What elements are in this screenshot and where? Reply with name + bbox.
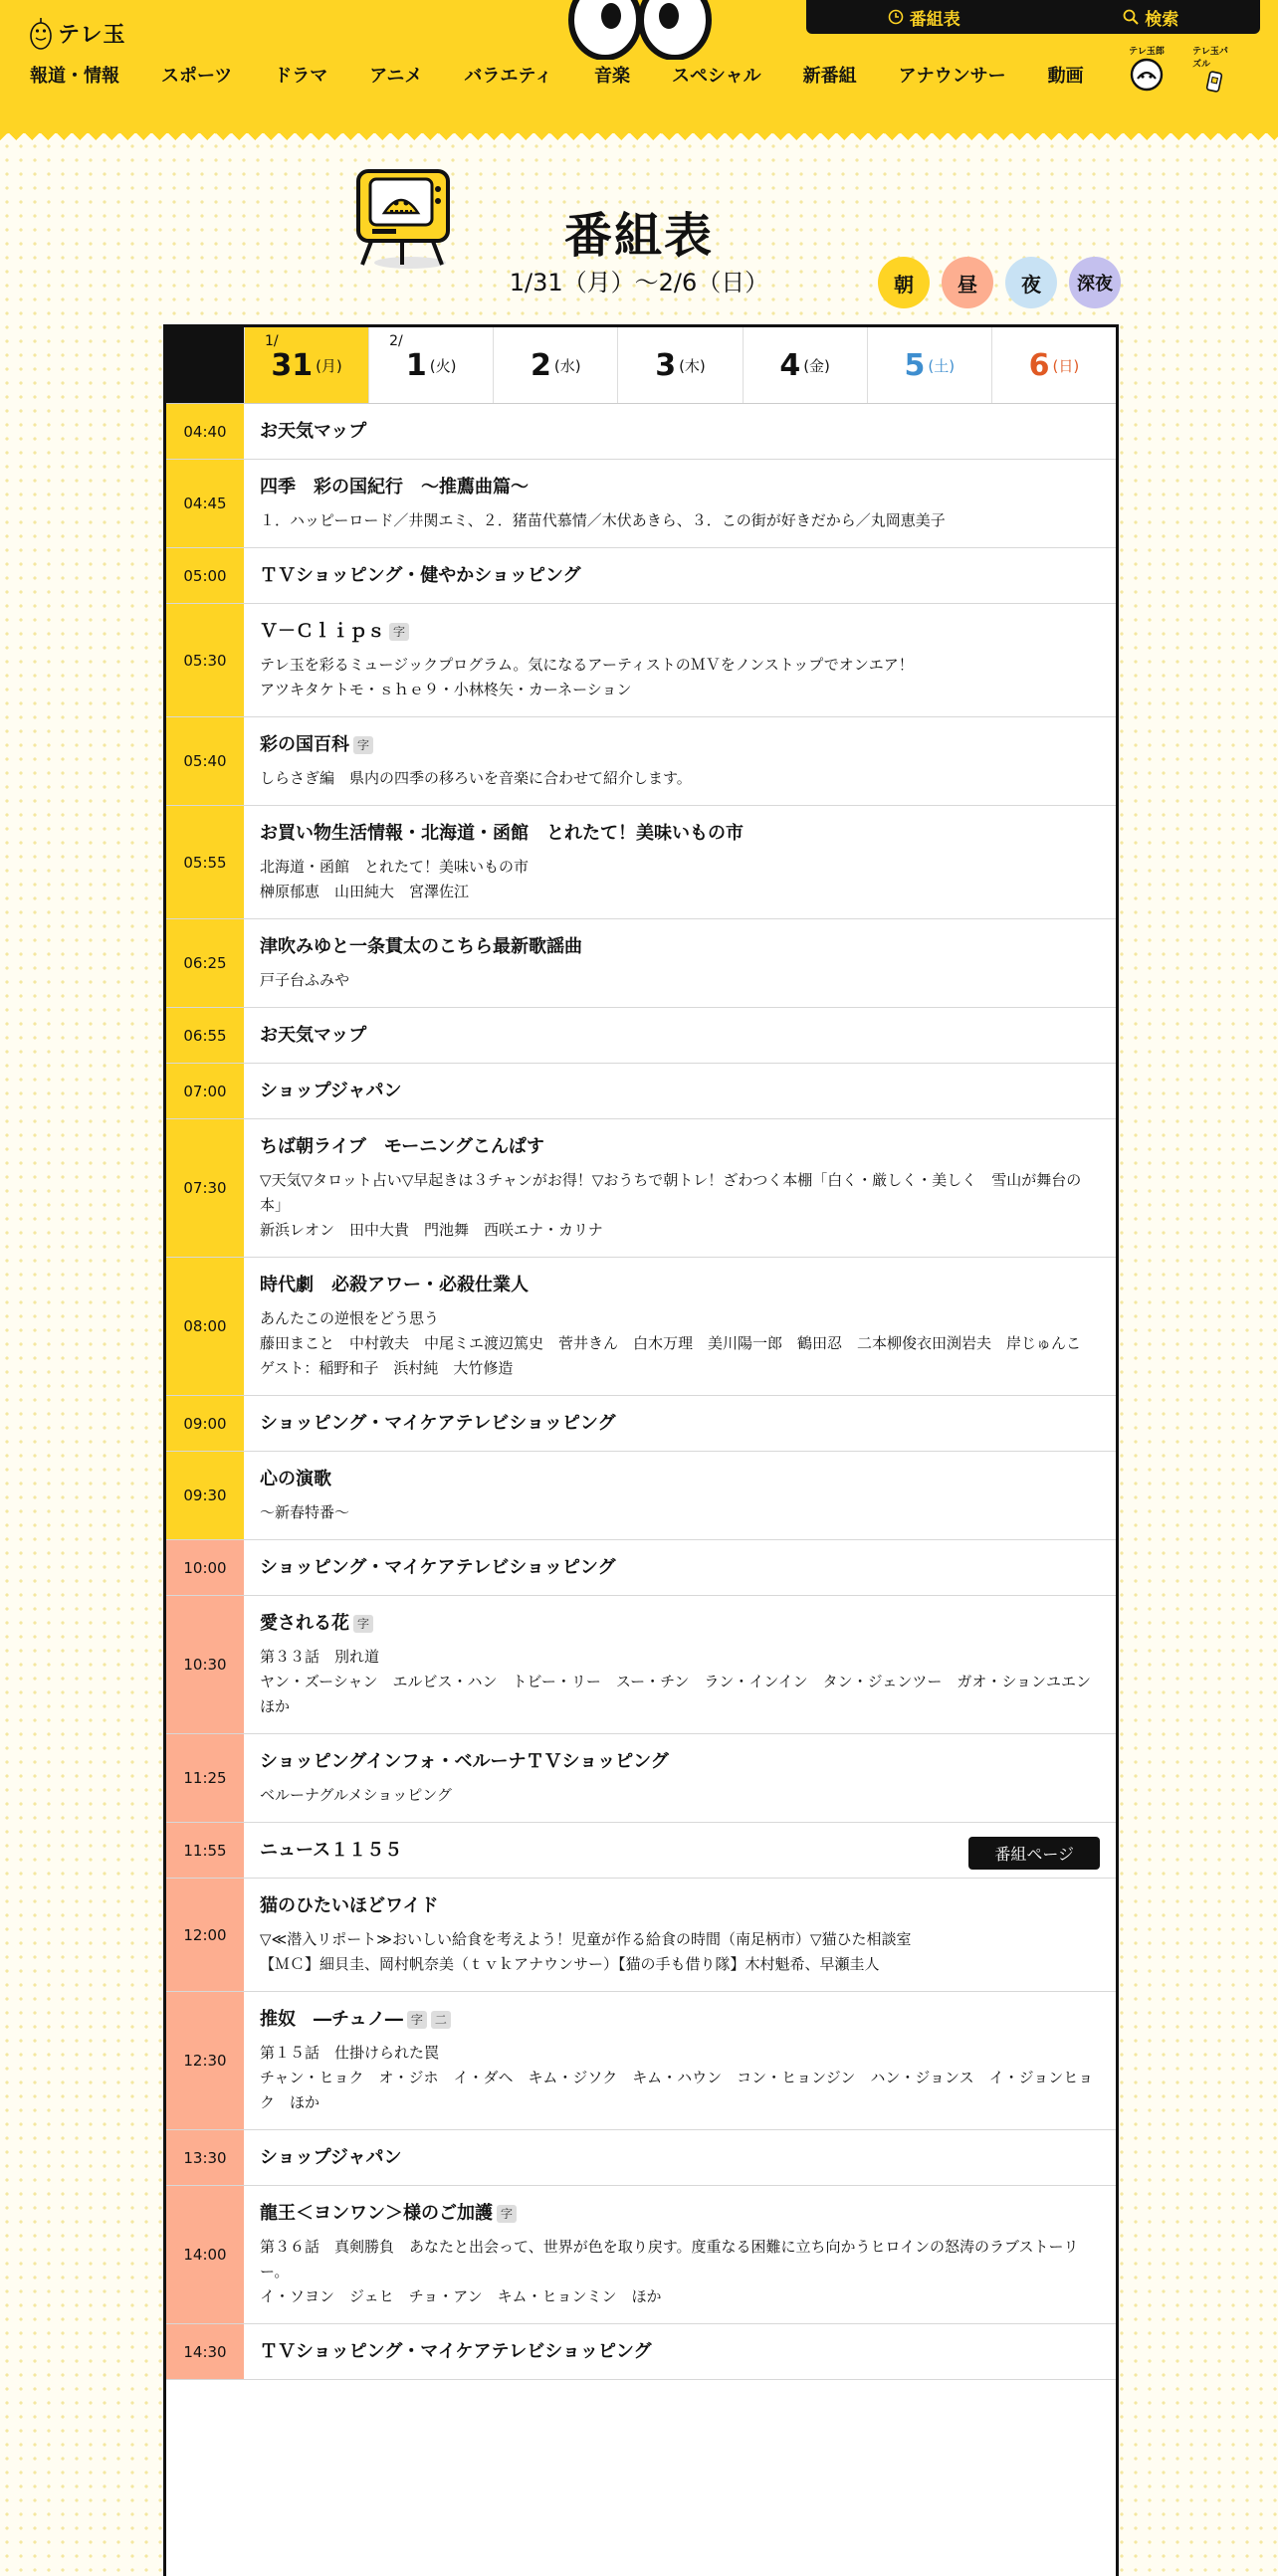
- program-title-line: [260, 934, 1100, 960]
- program-title[interactable]: ショッピングインフォ・ベルーナＴＶショッピング: [260, 1751, 669, 1772]
- program-body: [244, 2130, 1116, 2185]
- nav-sports[interactable]: スポーツ: [161, 66, 233, 87]
- program-title[interactable]: 津吹みゆと一条貫太のこちら最新歌謡曲: [260, 936, 582, 957]
- schedule-link[interactable]: [888, 5, 960, 30]
- date-range: 1/31（月）〜2/6（日）: [509, 269, 769, 297]
- program-title[interactable]: ちば朝ライブ モーニングこんぱす: [260, 1136, 544, 1157]
- program-body: [244, 717, 1116, 805]
- puzzle-app-label: テレ玉パズル: [1192, 47, 1228, 70]
- program-row[interactable]: [166, 1064, 1116, 1119]
- program-row[interactable]: [166, 2186, 1116, 2324]
- nav-anime[interactable]: アニメ: [369, 66, 423, 87]
- program-title-line: [260, 821, 1100, 847]
- program-title-line: [260, 1749, 1100, 1775]
- program-time: 09:30: [166, 1452, 244, 1539]
- day-weekday: (水): [553, 356, 581, 375]
- program-title[interactable]: ショップジャパン: [260, 1081, 402, 1101]
- program-badge: 字: [497, 2205, 517, 2223]
- search-link-label: 検索: [1145, 9, 1179, 30]
- day-weekday: (土): [928, 356, 956, 375]
- program-title-line: [260, 1467, 1100, 1492]
- program-body: [244, 1596, 1116, 1733]
- program-title-line: [260, 1893, 1100, 1919]
- program-row[interactable]: [166, 1119, 1116, 1258]
- day-tab-5[interactable]: [867, 327, 991, 403]
- program-row[interactable]: [166, 1540, 1116, 1596]
- program-body: [244, 806, 1116, 918]
- program-body: [244, 1879, 1116, 1991]
- day-weekday: (日): [1052, 356, 1080, 375]
- program-row[interactable]: [166, 604, 1116, 717]
- program-badge: 字: [407, 2011, 427, 2029]
- program-description: あんたこの逆恨をどう思う 藤田まこと 中村敦夫 中尾ミエ渡辺篤史 菅井きん 白木万理 美川陽一郎 鶴田忍 二本柳俊衣田渕岩夫 岸じゅんこ ゲスト：稲野和子 浜村純 大竹修造: [260, 1309, 1082, 1377]
- program-title-line: [260, 1411, 1100, 1437]
- program-row[interactable]: [166, 404, 1116, 460]
- program-time: 04:45: [166, 460, 244, 547]
- day-tabs-corner: [166, 327, 244, 403]
- program-title-line: [260, 1555, 1100, 1581]
- program-row[interactable]: [166, 919, 1116, 1008]
- program-description: 第１５話 仕掛けられた罠 チャン・ヒョク オ・ジホ イ・ダヘ キム・ジソク キム・ハウン コン・ヒョンジン ハン・ジョンス イ・ジョンヒョク ほか: [260, 2044, 1094, 2111]
- program-title-line: [260, 1611, 1100, 1637]
- program-title[interactable]: お買い物生活情報・北海道・函館 とれたて！美味いもの市: [260, 823, 744, 844]
- program-description: 第３６話 真剣勝負 あなたと出会って、世界が色を取り戻す。度重なる困難に立ち向かうヒロインの怒涛のラブストーリー。 イ・ソヨン ジェヒ チョ・アン キム・ヒョンミン ほか: [260, 2238, 1079, 2305]
- eyes-mascot-icon: [565, 0, 715, 60]
- program-description: 第３３話 別れ道 ヤン・ズーシャン エルビス・ハン トビー・リー スー・チン ラン・インイン タン・ジェンツー ガオ・ションユエン ほか: [260, 1648, 1092, 1715]
- day-number: 2: [531, 347, 551, 383]
- day-number: 3: [655, 347, 677, 383]
- day-tab-6[interactable]: [991, 327, 1116, 403]
- program-body: [244, 1992, 1116, 2129]
- clock-icon: [888, 9, 904, 25]
- schedule-link-label: 番組表: [909, 9, 960, 30]
- program-title-line: [260, 732, 1100, 758]
- program-time: 14:30: [166, 2324, 244, 2379]
- program-title[interactable]: 推奴 ―チュノ―: [260, 2009, 403, 2030]
- program-time: 07:30: [166, 1119, 244, 1257]
- noon-button[interactable]: 昼: [942, 257, 993, 308]
- nav-special[interactable]: スペシャル: [671, 66, 761, 87]
- program-description: ～新春特番～: [260, 1503, 350, 1521]
- program-title[interactable]: お天気マップ: [260, 421, 367, 442]
- day-number: 5: [904, 347, 926, 383]
- program-row[interactable]: [166, 2324, 1116, 2380]
- program-title[interactable]: Ｖ－Ｃｌｉｐｓ: [260, 621, 385, 642]
- program-badge: 字: [389, 623, 409, 641]
- program-row[interactable]: [166, 1596, 1116, 1734]
- nav-variety[interactable]: バラエティ: [464, 66, 552, 87]
- program-title-line: [260, 2007, 1100, 2033]
- program-body: [244, 1258, 1116, 1395]
- header-app-icons: [1125, 44, 1236, 94]
- program-badge: 字: [353, 1615, 373, 1633]
- program-title-line: [260, 2339, 1100, 2365]
- program-title[interactable]: ショッピング・マイケアテレビショッピング: [260, 1413, 616, 1434]
- program-title-line: [260, 2145, 1100, 2171]
- program-title[interactable]: ＴＶショッピング・マイケアテレビショッピング: [260, 2341, 652, 2362]
- program-row[interactable]: [166, 1258, 1116, 1396]
- program-time: 05:55: [166, 806, 244, 918]
- program-title[interactable]: ショッピング・マイケアテレビショッピング: [260, 1557, 616, 1578]
- program-description: 戸子台ふみや: [260, 971, 350, 989]
- program-badge: 二: [431, 2011, 451, 2029]
- program-row[interactable]: [166, 1396, 1116, 1452]
- program-row[interactable]: [166, 548, 1116, 604]
- day-weekday: (金): [803, 356, 830, 375]
- program-body: [244, 404, 1116, 459]
- program-title[interactable]: ＴＶショッピング・健やかショッピング: [260, 565, 581, 586]
- day-month: 1/: [265, 333, 279, 349]
- program-row[interactable]: [166, 1879, 1116, 1992]
- program-row[interactable]: [166, 1734, 1116, 1823]
- program-title-line: [260, 1273, 1100, 1298]
- nav-drama[interactable]: ドラマ: [274, 66, 328, 87]
- program-title-line: [260, 563, 1100, 589]
- puzzle-app-icon: [1196, 70, 1232, 94]
- program-time: 14:00: [166, 2186, 244, 2323]
- program-row[interactable]: [166, 460, 1116, 548]
- schedule-table: [163, 324, 1119, 2576]
- program-description: ▽天気▽タロット占い▽早起きは３チャンがお得！▽おうちで朝トレ！ざわつく本棚「白く・厳しく・美しく 雪山が舞台の本」 新浜レオン 田中大貴 門池舞 西咲エナ・カリナ: [260, 1171, 1082, 1239]
- program-body: [244, 1734, 1116, 1822]
- program-title-line: [260, 2201, 1100, 2227]
- program-title[interactable]: 四季 彩の国紀行 ～推薦曲篇～: [260, 477, 529, 497]
- program-time: 05:00: [166, 548, 244, 603]
- program-time: 11:55: [166, 1823, 244, 1878]
- program-time: 12:00: [166, 1879, 244, 1991]
- day-number: 31: [271, 347, 314, 383]
- program-title-line: [260, 419, 1100, 445]
- program-time: 06:25: [166, 919, 244, 1007]
- program-description: １．ハッピーロード／井関エミ、２．猪苗代慕情／木伏あきら、３．この街が好きだから／丸岡恵美子: [260, 511, 946, 529]
- day-tab-2[interactable]: [493, 327, 617, 403]
- program-title-line: [260, 1079, 1100, 1104]
- program-title[interactable]: 龍王＜ヨンワン＞様のご加護: [260, 2203, 493, 2224]
- program-body: [244, 548, 1116, 603]
- puzzle-app-link[interactable]: [1192, 44, 1236, 94]
- program-body: [244, 1823, 1116, 1878]
- program-time: 10:30: [166, 1596, 244, 1733]
- program-title[interactable]: 愛される花: [260, 1613, 349, 1634]
- program-body: [244, 1452, 1116, 1539]
- logo-text: テレ玉: [58, 22, 126, 48]
- program-time: 05:30: [166, 604, 244, 716]
- page-title: 番組表: [563, 208, 714, 264]
- program-list: [166, 404, 1116, 2380]
- program-title-line: [260, 619, 1100, 645]
- day-tabs: [166, 327, 1116, 404]
- program-row[interactable]: [166, 717, 1116, 806]
- nav-video[interactable]: 動画: [1047, 66, 1084, 87]
- program-description: テレ玉を彩るミュージックプログラム。気になるアーティストのＭＶをノンストップでオンエア！ アツキタケトモ・ｓｈｅ９・小林柊矢・カーネーション: [260, 656, 914, 698]
- nav-music[interactable]: 音楽: [593, 66, 630, 87]
- program-title[interactable]: 彩の国百科: [260, 734, 349, 755]
- program-time: 04:40: [166, 404, 244, 459]
- program-body: [244, 604, 1116, 716]
- program-page-button[interactable]: 番組ページ: [968, 1837, 1100, 1870]
- program-title[interactable]: 心の演歌: [260, 1469, 331, 1489]
- program-row[interactable]: [166, 2130, 1116, 2186]
- day-tab-4[interactable]: [743, 327, 867, 403]
- program-description: ベルーナグルメショッピング: [260, 1786, 452, 1804]
- program-title[interactable]: 時代劇 必殺アワー・必殺仕業人: [260, 1275, 529, 1295]
- nav-new-programs[interactable]: 新番組: [802, 66, 857, 87]
- program-time: 05:40: [166, 717, 244, 805]
- day-weekday: (月): [316, 356, 342, 375]
- program-badge: 字: [353, 736, 373, 754]
- nav-news[interactable]: 報道・情報: [30, 66, 119, 87]
- top-utility-bar: [806, 0, 1260, 34]
- time-of-day-selector: [878, 257, 1121, 308]
- site-header: [0, 0, 1278, 133]
- program-title[interactable]: ニュース１１５５: [260, 1840, 403, 1861]
- day-number: 6: [1028, 347, 1050, 383]
- program-row[interactable]: [166, 1452, 1116, 1540]
- day-weekday: (火): [429, 356, 457, 375]
- day-tab-1[interactable]: [368, 327, 493, 403]
- nav-announcer[interactable]: アナウンサー: [898, 66, 1006, 87]
- program-time: 10:00: [166, 1540, 244, 1595]
- program-body: [244, 1008, 1116, 1063]
- day-month: 2/: [389, 333, 403, 349]
- mascot-icon: [30, 16, 52, 50]
- program-title[interactable]: 猫のひたいほどワイド: [260, 1895, 439, 1916]
- program-time: 13:30: [166, 2130, 244, 2185]
- latenight-button[interactable]: 深夜: [1069, 257, 1121, 308]
- program-title-line: [260, 475, 1100, 500]
- program-body: [244, 1064, 1116, 1118]
- program-body: [244, 919, 1116, 1007]
- main-nav: [30, 62, 1084, 88]
- program-title[interactable]: ショップジャパン: [260, 2147, 402, 2168]
- program-time: 08:00: [166, 1258, 244, 1395]
- search-icon: [1123, 9, 1139, 25]
- program-row[interactable]: [166, 1008, 1116, 1064]
- program-time: 09:00: [166, 1396, 244, 1451]
- program-title-line: [260, 1023, 1100, 1049]
- program-description: ▽≪潜入リポート≫おいしい給食を考えよう！児童が作る給食の時間（南足柄市）▽猫ひた相談室 【ＭＣ】細貝圭、岡村帆奈美（ｔｖｋアナウンサー）【猫の手も借り隊】木村魁希、早瀬圭人: [260, 1930, 912, 1973]
- search-link[interactable]: [1123, 5, 1178, 30]
- program-time: 06:55: [166, 1008, 244, 1063]
- program-row[interactable]: [166, 1823, 1116, 1879]
- program-body: [244, 2324, 1116, 2379]
- day-number: 1: [405, 347, 427, 383]
- program-description: しらさぎ編 県内の四季の移ろいを音楽に合わせて紹介します。: [260, 769, 692, 787]
- day-tab-31[interactable]: [244, 327, 368, 403]
- program-row[interactable]: [166, 1992, 1116, 2130]
- program-time: 11:25: [166, 1734, 244, 1822]
- program-row[interactable]: [166, 806, 1116, 919]
- day-weekday: (木): [679, 356, 706, 375]
- header-zigzag-edge: [0, 132, 1278, 148]
- site-logo[interactable]: [30, 16, 126, 50]
- program-title[interactable]: お天気マップ: [260, 1025, 367, 1046]
- program-body: [244, 1396, 1116, 1451]
- telemaru-link[interactable]: [1125, 44, 1169, 94]
- night-button[interactable]: 夜: [1005, 257, 1057, 308]
- program-body: [244, 460, 1116, 547]
- telemaru-label: テレ玉郎: [1129, 47, 1165, 57]
- program-title-line: [260, 1134, 1100, 1160]
- program-body: [244, 2186, 1116, 2323]
- program-body: [244, 1540, 1116, 1595]
- program-description: 北海道・函館 とれたて！美味いもの市 榊原郁恵 山田純大 宮澤佐江: [260, 858, 530, 900]
- program-time: 07:00: [166, 1064, 244, 1118]
- morning-button[interactable]: 朝: [878, 257, 930, 308]
- program-body: [244, 1119, 1116, 1257]
- day-number: 4: [779, 347, 801, 383]
- day-tab-3[interactable]: [617, 327, 742, 403]
- program-time: 12:30: [166, 1992, 244, 2129]
- telemaru-icon: [1129, 57, 1165, 93]
